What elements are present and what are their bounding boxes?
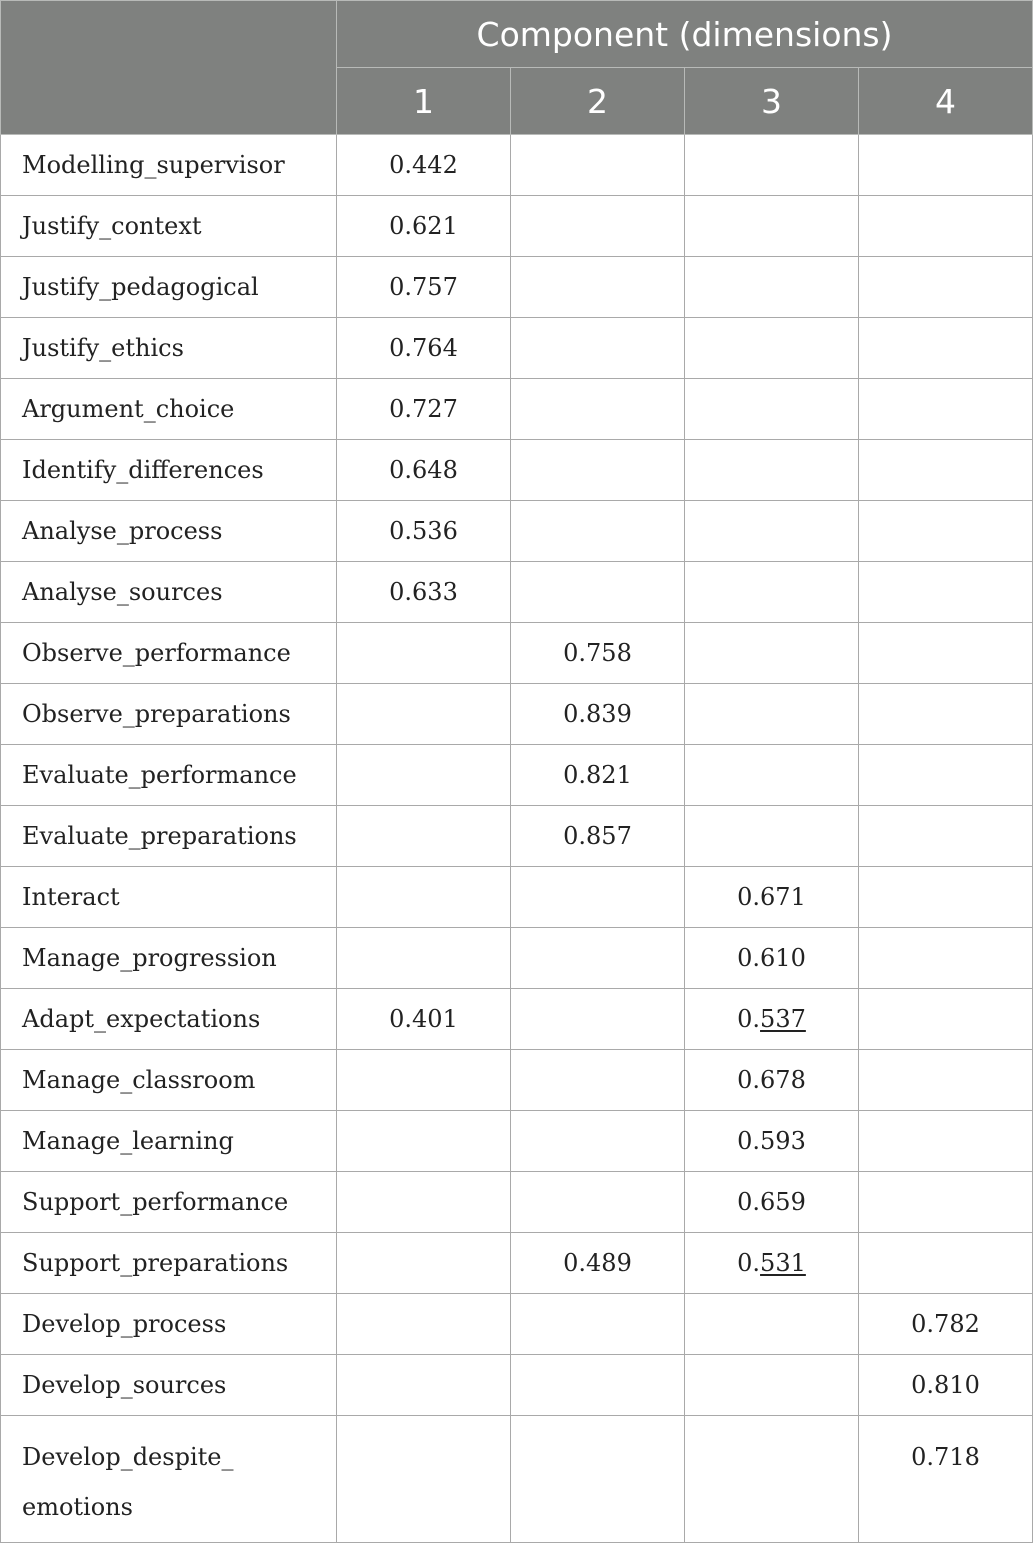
- loading-cell: [859, 562, 1033, 623]
- loading-cell: [337, 1111, 511, 1172]
- loading-cell: [859, 440, 1033, 501]
- row-label: Modelling_supervisor: [1, 135, 337, 196]
- column-header: 2: [511, 68, 685, 135]
- table-row: [1, 501, 1033, 562]
- loading-cell: 0.810: [859, 1355, 1033, 1416]
- row-label: Justify_ethics: [1, 318, 337, 379]
- loading-cell: 0.610: [685, 928, 859, 989]
- header-corner-cell: [1, 1, 337, 135]
- loading-cell: [337, 1172, 511, 1233]
- loading-cell: [859, 1233, 1033, 1294]
- loading-cell: 0.621: [337, 196, 511, 257]
- row-label-multiline: [1, 1416, 337, 1543]
- loading-cell: [859, 623, 1033, 684]
- loading-cell: [337, 806, 511, 867]
- loading-cell: [859, 684, 1033, 745]
- row-label-line: emotions: [22, 1493, 133, 1521]
- loading-cell: 0.839: [511, 684, 685, 745]
- loading-cell: [859, 1050, 1033, 1111]
- table-row: [1, 318, 1033, 379]
- row-label: Manage_classroom: [1, 1050, 337, 1111]
- loading-cell: [337, 1233, 511, 1294]
- loading-prefix: 0.: [737, 1005, 761, 1033]
- row-label: Identify_differences: [1, 440, 337, 501]
- table-row: [1, 562, 1033, 623]
- loading-cell: [337, 1294, 511, 1355]
- row-label: Analyse_process: [1, 501, 337, 562]
- row-label: Observe_performance: [1, 623, 337, 684]
- loading-cell: 0.489: [511, 1233, 685, 1294]
- loading-cell-cross: [685, 1233, 859, 1294]
- row-label: Evaluate_preparations: [1, 806, 337, 867]
- loading-cell: [685, 135, 859, 196]
- loading-cell: [685, 684, 859, 745]
- loading-cell: 0.857: [511, 806, 685, 867]
- loading-cell: [511, 440, 685, 501]
- loading-cell: [685, 1355, 859, 1416]
- loading-underlined-digits: 537: [760, 1005, 806, 1033]
- loading-cell: [511, 318, 685, 379]
- loading-cell: [859, 257, 1033, 318]
- table-row: [1, 1294, 1033, 1355]
- row-label: Manage_progression: [1, 928, 337, 989]
- table-row: [1, 623, 1033, 684]
- loading-cell: [337, 684, 511, 745]
- loading-cell: 0.671: [685, 867, 859, 928]
- loading-cell: [511, 989, 685, 1050]
- loading-cell: 0.442: [337, 135, 511, 196]
- loading-cell: [859, 501, 1033, 562]
- loading-cell: 0.727: [337, 379, 511, 440]
- loading-cell: 0.821: [511, 745, 685, 806]
- table-row: [1, 989, 1033, 1050]
- loading-cell: 0.593: [685, 1111, 859, 1172]
- loading-cell: [859, 867, 1033, 928]
- table-row: [1, 379, 1033, 440]
- loading-cell: [859, 379, 1033, 440]
- row-label: Adapt_expectations: [1, 989, 337, 1050]
- loading-cell: [511, 1111, 685, 1172]
- loading-cell: [511, 196, 685, 257]
- table-row: [1, 1233, 1033, 1294]
- loading-cell: [685, 501, 859, 562]
- loading-cell: 0.757: [337, 257, 511, 318]
- row-label-line: Develop_despite_: [22, 1443, 234, 1471]
- loading-cell: [511, 135, 685, 196]
- loading-cell: [685, 196, 859, 257]
- loading-cell: [337, 928, 511, 989]
- loading-cell: 0.659: [685, 1172, 859, 1233]
- loading-cell: [685, 745, 859, 806]
- loading-cell: [685, 623, 859, 684]
- table-body: [1, 135, 1033, 1543]
- table-row: [1, 1111, 1033, 1172]
- table-row: [1, 1050, 1033, 1111]
- row-label: Evaluate_performance: [1, 745, 337, 806]
- row-label: Develop_sources: [1, 1355, 337, 1416]
- loading-cell: [511, 562, 685, 623]
- loading-cell: [511, 501, 685, 562]
- loading-cell: 0.764: [337, 318, 511, 379]
- loading-cell: 0.401: [337, 989, 511, 1050]
- column-header: 4: [859, 68, 1033, 135]
- loading-cell-cross: [685, 989, 859, 1050]
- table-row: [1, 196, 1033, 257]
- column-header: 1: [337, 68, 511, 135]
- loading-cell: [511, 379, 685, 440]
- row-label: Interact: [1, 867, 337, 928]
- loading-cell: [511, 1172, 685, 1233]
- table-row: [1, 440, 1033, 501]
- loading-cell: [337, 1355, 511, 1416]
- row-label: Justify_context: [1, 196, 337, 257]
- loading-cell: [859, 928, 1033, 989]
- loading-cell: [511, 1050, 685, 1111]
- loading-cell: [685, 379, 859, 440]
- loading-cell: [859, 318, 1033, 379]
- loading-cell: [859, 806, 1033, 867]
- table-row: [1, 928, 1033, 989]
- loading-cell: 0.758: [511, 623, 685, 684]
- loading-prefix: 0.: [737, 1249, 761, 1277]
- row-label: Support_preparations: [1, 1233, 337, 1294]
- row-label: Manage_learning: [1, 1111, 337, 1172]
- header-group-label: Component (dimensions): [337, 1, 1033, 68]
- table-row: [1, 806, 1033, 867]
- loading-cell: [685, 1294, 859, 1355]
- loading-cell: [337, 1416, 511, 1543]
- loading-cell: [859, 745, 1033, 806]
- table-row: [1, 135, 1033, 196]
- table-row: [1, 1172, 1033, 1233]
- loading-cell: [685, 257, 859, 318]
- row-label: Develop_process: [1, 1294, 337, 1355]
- table-row: [1, 745, 1033, 806]
- loading-cell: [685, 806, 859, 867]
- row-label: Justify_pedagogical: [1, 257, 337, 318]
- loading-cell: 0.648: [337, 440, 511, 501]
- table-row: [1, 1416, 1033, 1543]
- loading-cell: 0.536: [337, 501, 511, 562]
- column-header: 3: [685, 68, 859, 135]
- table-row: [1, 257, 1033, 318]
- row-label: Support_performance: [1, 1172, 337, 1233]
- row-label: Argument_choice: [1, 379, 337, 440]
- loading-cell: [511, 257, 685, 318]
- row-label: Analyse_sources: [1, 562, 337, 623]
- loading-cell: [859, 989, 1033, 1050]
- loading-cell: 0.718: [859, 1416, 1033, 1543]
- loading-cell: [511, 1355, 685, 1416]
- table-row: [1, 867, 1033, 928]
- loading-cell: 0.782: [859, 1294, 1033, 1355]
- loading-cell: 0.633: [337, 562, 511, 623]
- loading-cell: [685, 562, 859, 623]
- loading-cell: [511, 867, 685, 928]
- loading-cell: [337, 623, 511, 684]
- table-row: [1, 1355, 1033, 1416]
- table-row: [1, 684, 1033, 745]
- loading-cell: [337, 1050, 511, 1111]
- loading-cell: [511, 1416, 685, 1543]
- row-label: Observe_preparations: [1, 684, 337, 745]
- loading-cell: [511, 1294, 685, 1355]
- header-row-group: [1, 1, 1033, 68]
- loading-cell: [685, 318, 859, 379]
- loading-cell: [685, 440, 859, 501]
- loading-cell: [337, 867, 511, 928]
- loading-cell: [859, 1111, 1033, 1172]
- loading-cell: [337, 745, 511, 806]
- loading-cell: [859, 1172, 1033, 1233]
- loading-cell: 0.678: [685, 1050, 859, 1111]
- loading-cell: [511, 928, 685, 989]
- loading-underlined-digits: 531: [760, 1249, 806, 1277]
- loading-cell: [859, 196, 1033, 257]
- table-header: [1, 1, 1033, 135]
- loading-cell: [859, 135, 1033, 196]
- loading-cell: [685, 1416, 859, 1543]
